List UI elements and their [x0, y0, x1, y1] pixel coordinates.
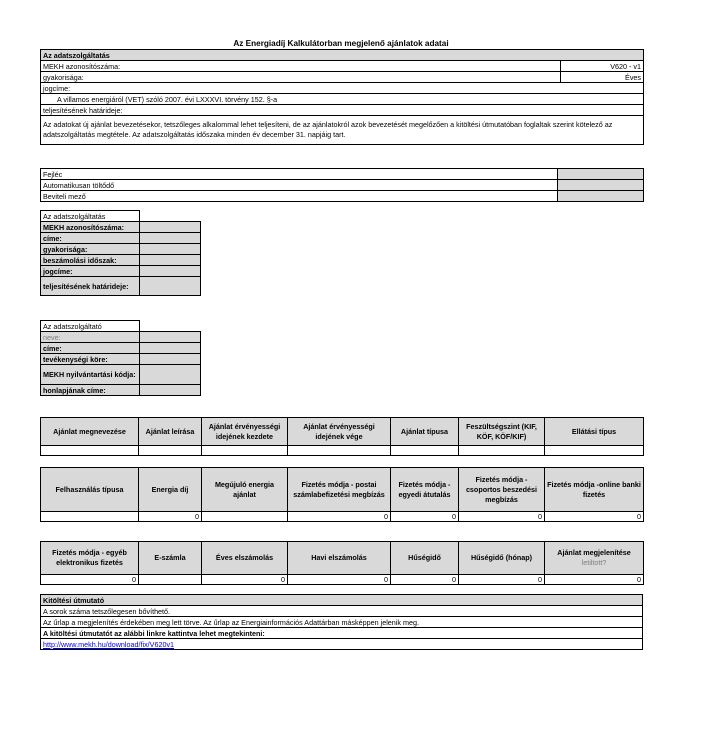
s2-jog-field[interactable]: [140, 266, 201, 277]
instructions-line-2: Az űrlap a megjelenítés érdekében meg lett törve. Az űrlap az Energiainformációs Adattárban másképpen jelenik meg.: [41, 617, 643, 628]
cell-input[interactable]: [41, 446, 139, 456]
s3-web-label: honlapjának címe:: [41, 385, 140, 396]
s2-cime-field[interactable]: [140, 233, 201, 244]
legend-input-label: Beviteli mező: [41, 191, 558, 202]
mekh-value: V620 - v1: [561, 61, 644, 72]
col-offer-type: Ajánlat típusa: [391, 418, 459, 446]
cell-value[interactable]: 0: [545, 512, 644, 522]
offers-table-2: [40, 467, 644, 522]
s2-deadline-field[interactable]: [140, 277, 201, 296]
cell-value[interactable]: 0: [545, 575, 644, 585]
col-loyalty-months: Hűségidő (hónap): [459, 542, 545, 575]
col-voltage: Feszültségszint (KIF, KÖF, KÖF/KIF): [459, 418, 545, 446]
s3-name-field[interactable]: [140, 332, 201, 343]
jog-value: A villamos energiáról (VET) szóló 2007. évi LXXXVI. törvény 152. §-a: [41, 94, 644, 105]
s3-activity-field[interactable]: [140, 354, 201, 365]
cell-value[interactable]: 0: [391, 512, 459, 522]
legend-header-label: Fejléc: [41, 169, 558, 180]
cell-value[interactable]: [202, 512, 288, 522]
legend-table: [40, 168, 644, 202]
cell-value[interactable]: 0: [459, 575, 545, 585]
s2-period-field[interactable]: [140, 255, 201, 266]
section3-heading: Az adatszolgáltató: [41, 321, 140, 332]
cell-value[interactable]: 0: [139, 512, 202, 522]
col-loyalty: Hűségidő: [391, 542, 459, 575]
col-display-sub: letiltott?: [581, 558, 607, 567]
col-pay-transfer: Fizetés módja - egyedi átutalás: [391, 468, 459, 512]
s2-freq-field[interactable]: [140, 244, 201, 255]
s2-deadline-label: teljesítésének határideje:: [41, 277, 140, 296]
offers-table-1: [40, 417, 644, 456]
legend-auto-label: Automatikusan töltődő: [41, 180, 558, 191]
col-validity-start: Ajánlat érvényességi idejének kezdete: [202, 418, 288, 446]
cell-input[interactable]: [391, 446, 459, 456]
instructions-heading: Kitöltési útmutató: [41, 595, 643, 606]
instructions-table: [40, 594, 643, 650]
cell-value[interactable]: 0: [288, 575, 391, 585]
col-annual-billing: Éves elszámolás: [202, 542, 288, 575]
legend-input-swatch: [558, 191, 644, 202]
s3-web-field[interactable]: [140, 385, 201, 396]
col-energy-fee: Energia díj: [139, 468, 202, 512]
cell-value[interactable]: 0: [288, 512, 391, 522]
s3-activity-label: tevékenységi köre:: [41, 354, 140, 365]
cell-value[interactable]: [41, 512, 139, 522]
s2-freq-label: gyakorisága:: [41, 244, 140, 255]
cell-input[interactable]: [139, 446, 202, 456]
mekh-label: MEKH azonosítószáma:: [41, 61, 561, 72]
instructions-line-1: A sorok száma tetszőlegesen bővíthető.: [41, 606, 643, 617]
col-usage-type: Felhasználás típusa: [41, 468, 139, 512]
col-offer-name: Ajánlat megnevezése: [41, 418, 139, 446]
s3-code-label: MEKH nyilvántartási kódja:: [41, 365, 140, 385]
col-e-invoice: E-számla: [139, 542, 202, 575]
adatszolgaltatas-form: [40, 210, 201, 296]
freq-label: gyakorisága:: [41, 72, 561, 83]
col-offer-desc: Ajánlat leírása: [139, 418, 202, 446]
cell-input[interactable]: [288, 446, 391, 456]
col-display-label: Ajánlat megjelenítése: [557, 548, 631, 557]
col-renewable: Megújuló energia ajánlat: [202, 468, 288, 512]
adatszolgaltatas-info-table: [40, 49, 644, 145]
s2-period-label: beszámolási időszak:: [41, 255, 140, 266]
legend-auto-swatch: [558, 180, 644, 191]
offers-table-3: [40, 541, 644, 585]
guide-link[interactable]: http://www.mekh.hu/download/fix/V620v1: [43, 639, 175, 649]
deadline-text: Az adatokat új ajánlat bevezetésekor, tetszőleges alkalommal lehet teljesíteni, de az ajánlatokról azok bevezetését megelőzően a kitöltési útmutatóban foglaltak szerint kötelező az adatszolgáltatás megtétele. Az adatszolgáltatás időszaka minden év december 31. napjáig tart.: [41, 116, 644, 145]
col-supply-type: Ellátási típus: [545, 418, 644, 446]
section2-heading: Az adatszolgáltatás: [41, 211, 140, 222]
adatszolgaltato-form: [40, 320, 201, 396]
s2-mekh-field[interactable]: [140, 222, 201, 233]
cell-value[interactable]: 0: [459, 512, 545, 522]
section-heading: Az adatszolgáltatás: [41, 50, 644, 61]
legend-header-swatch: [558, 169, 644, 180]
s3-cime-field[interactable]: [140, 343, 201, 354]
cell-value[interactable]: 0: [202, 575, 288, 585]
col-monthly-billing: Havi elszámolás: [288, 542, 391, 575]
col-pay-postal: Fizetés módja - postai számlabefizetési megbízás: [288, 468, 391, 512]
col-pay-other-electronic: Fizetés módja - egyéb elektronikus fizetés: [41, 542, 139, 575]
col-display-disabled: [545, 542, 644, 575]
cell-value[interactable]: 0: [391, 575, 459, 585]
deadline-label: teljesítésének határideje:: [41, 105, 644, 116]
col-validity-end: Ajánlat érvényességi idejének vége: [288, 418, 391, 446]
page-title: Az Energiadíj Kalkulátorban megjelenő ajánlatok adatai: [233, 39, 449, 48]
cell-input[interactable]: [545, 446, 644, 456]
s3-name-label: neve:: [41, 332, 140, 343]
s3-cime-label: címe:: [41, 343, 140, 354]
cell-value[interactable]: 0: [41, 575, 139, 585]
instructions-line-3: A kitöltési útmutatót az alábbi linkre kattintva lehet megtekinteni:: [41, 628, 643, 639]
cell-value[interactable]: [139, 575, 202, 585]
cell-input[interactable]: [202, 446, 288, 456]
col-pay-online: Fizetés módja -online banki fizetés: [545, 468, 644, 512]
s2-cime-label: címe:: [41, 233, 140, 244]
freq-value: Éves: [561, 72, 644, 83]
cell-input[interactable]: [459, 446, 545, 456]
jog-label: jogcíme:: [41, 83, 644, 94]
s3-code-field[interactable]: [140, 365, 201, 385]
s2-mekh-label: MEKH azonosítószáma:: [41, 222, 140, 233]
s2-jog-label: jogcíme:: [41, 266, 140, 277]
col-pay-direct-debit: Fizetés módja - csoportos beszedési megbízás: [459, 468, 545, 512]
